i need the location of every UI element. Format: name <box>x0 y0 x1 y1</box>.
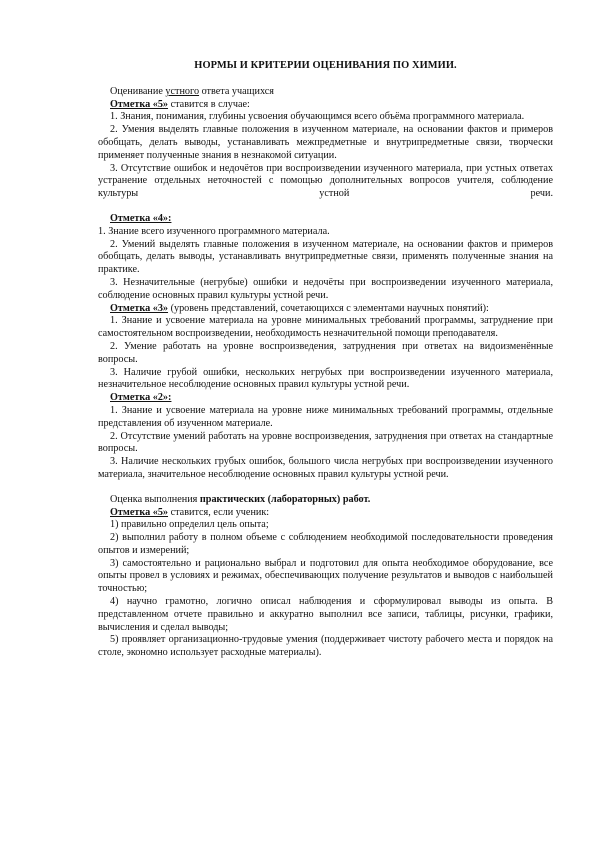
practical-item: 4) научно грамотно, логично описал наблюдения и сформулировал выводы из опыта. В представленном отчете правильно и аккуратно выполнил все записи, таблицы, рисунки, графики, вычисления и сделал выводы; <box>98 596 553 633</box>
practical-item: 1) правильно определил цель опыта; <box>110 519 269 531</box>
oral-four-item: 2. Умений выделять главные положения в изученном материале, на основании фактов и примеров обобщать, делать выводы, устанавливать внутрипредметные связи, применять полученные знания на практике. <box>98 238 553 276</box>
oral-two-label: Отметка «2»: <box>110 392 172 404</box>
oral-three-item: 2. Умение работать на уровне воспроизведения, затруднения при ответах на видоизменённые вопросы. <box>98 340 553 365</box>
practical-five-label: Отметка «5» <box>110 506 169 518</box>
practical-five-suffix: ставится, если ученик: <box>168 506 270 518</box>
oral-five-item: 2. Умения выделять главные положения в изученном материале, на основании фактов и примеров обобщать, делать выводы, устанавливать межпредметные и внутрипредметные связи, творчески применяет полученные знания в незнакомой ситуации. <box>98 124 553 161</box>
oral-five-item: 3. Отсутствие ошибок и недочётов при воспроизведении изученного материала, при устных ответах устранение отдельных неточностей с помощью дополнительных вопросов учителя, соблюдение культуры устной речи. <box>98 162 553 200</box>
oral-four-item: 1. Знание всего изученного программного материала. <box>98 225 330 237</box>
oral-five-label: Отметка «5» <box>110 98 169 110</box>
oral-five-suffix: ставится в случае: <box>168 98 250 110</box>
oral-two-item: 2. Отсутствие умений работать на уровне воспроизведения, затруднения при ответах на стандартные вопросы. <box>98 430 553 455</box>
spacer <box>98 201 553 213</box>
practical-item: 5) проявляет организационно-трудовые умения (поддерживает чистоту рабочего места и порядок на столе, экономно использует расходные материалы). <box>98 634 553 659</box>
oral-two-item: 3. Наличие нескольких грубых ошибок, большого числа негрубых при воспроизведении изученного материала, значительное несоблюдение основных правил культуры устной речи. <box>98 456 553 480</box>
practical-heading-bold: практических (лабораторных) работ. <box>199 493 371 505</box>
document-body <box>98 60 553 660</box>
oral-heading <box>98 86 553 99</box>
oral-four-label: Отметка «4»: <box>110 212 172 224</box>
oral-three-heading <box>98 303 553 316</box>
oral-three-item: 3. Наличие грубой ошибки, нескольких негрубых при воспроизведении изученного материала, незначительное несоблюдение основных правил культуры устной речи. <box>98 366 553 391</box>
oral-two-heading <box>98 392 553 405</box>
practical-heading-pre: Оценка выполнения <box>110 493 200 505</box>
oral-two-item: 1. Знание и усвоение материала на уровне ниже минимальных требований программы, отдельные представления об изученном материале. <box>98 404 553 429</box>
oral-three-label: Отметка «3» <box>110 302 169 314</box>
spacer <box>98 482 553 494</box>
practical-heading <box>98 494 553 507</box>
oral-five-heading <box>98 99 553 112</box>
oral-heading-underlined: устного <box>165 85 200 97</box>
oral-heading-post: ответа учащихся <box>199 85 274 97</box>
oral-three-item: 1. Знание и усвоение материала на уровне минимальных требований программы, затруднение при самостоятельном воспроизведении, необходимость незначительной помощи преподавателя. <box>98 315 553 340</box>
practical-item: 3) самостоятельно и рационально выбрал и подготовил для опыта необходимое оборудование, все опыты провел в условиях и режимах, обеспечивающих получение результатов и выводов с наибольшей точностью; <box>98 557 553 595</box>
oral-four-heading <box>98 213 553 226</box>
practical-five-heading <box>98 507 553 520</box>
practical-item: 2) выполнил работу в полном объеме с соблюдением необходимой последовательности проведения опытов и измерений; <box>98 532 553 556</box>
oral-three-suffix: (уровень представлений, сочетающихся с элементами научных понятий): <box>168 302 489 314</box>
oral-four-item: 3. Незначительные (негрубые) ошибки и недочёты при воспроизведении изученного материала, соблюдение основных правил культуры устной речи. <box>98 276 553 301</box>
document-title: НОРМЫ И КРИТЕРИИ ОЦЕНИВАНИЯ ПО ХИМИИ. <box>194 60 457 71</box>
oral-heading-pre: Оценивание <box>110 85 166 97</box>
oral-five-item: 1. Знания, понимания, глубины усвоения обучающимся всего объёма программного материала. <box>110 111 525 123</box>
